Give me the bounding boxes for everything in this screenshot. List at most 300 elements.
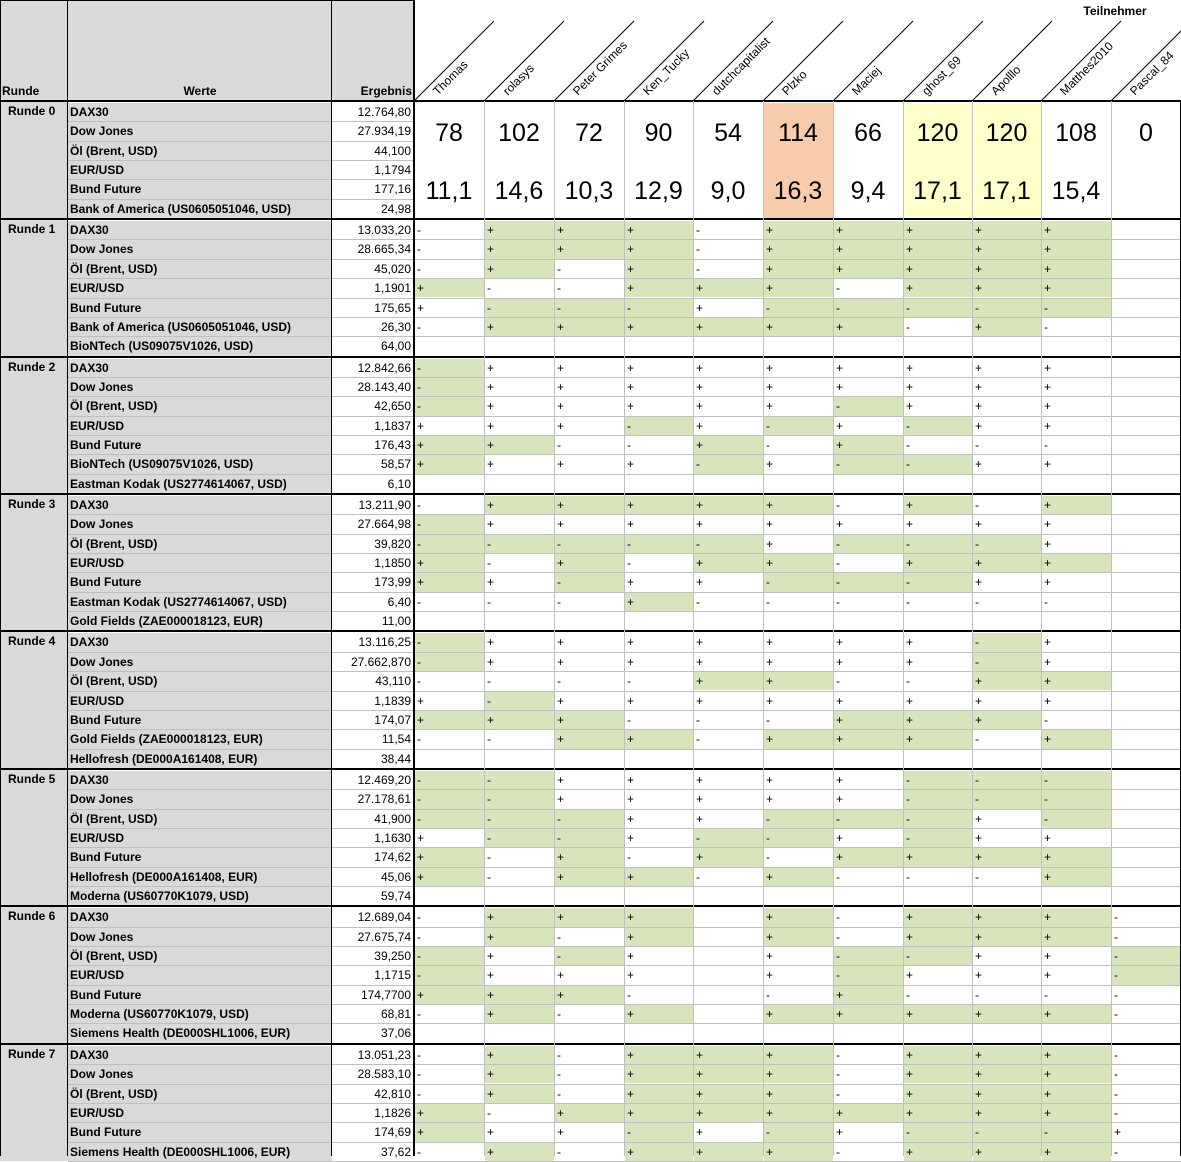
prediction-cell: - [555,573,624,591]
prediction-cell: + [973,1104,1041,1122]
prediction-cell: + [834,318,903,336]
prediction-cell: - [834,947,903,965]
prediction-cell: + [766,360,774,375]
asset-name: Hellofresh (DE000A161408, EUR) [68,750,332,769]
prediction-cell: - [834,966,903,984]
prediction-cell: - [627,712,631,727]
prediction-cell: + [696,300,704,315]
prediction-cell: + [627,399,635,414]
participant-column-border [624,101,625,1156]
prediction-cell: + [417,693,425,708]
prediction-cell: + [973,1085,1041,1103]
prediction-cell: - [417,1144,421,1159]
participant-column-border [484,101,485,1156]
prediction-cell: + [487,457,495,472]
prediction-cell: - [555,299,624,317]
prediction-cell: - [1114,1144,1118,1159]
prediction-cell: + [973,711,1041,729]
prediction-cell: + [1114,1125,1122,1140]
prediction-cell: + [904,240,972,258]
prediction-cell: - [766,594,770,609]
prediction-cell: - [696,732,700,747]
asset-value: 38,44 [380,751,411,766]
prediction-cell: + [834,240,903,258]
prediction-cell: - [415,378,484,396]
prediction-cell: - [415,790,484,808]
prediction-cell [1112,868,1181,886]
prediction-cell [1112,790,1181,808]
prediction-cell: - [975,498,979,512]
prediction-cell: - [836,594,840,609]
asset-value: 174,69 [374,1125,411,1140]
asset-value: 45,020 [374,261,411,276]
asset-name: Bank of America (US0605051046, USD) [68,200,332,219]
round-label: Runde 7 [0,1045,68,1161]
prediction-cell: + [1042,1085,1111,1103]
prediction-cell: + [1042,848,1111,866]
round-separator [0,768,1181,770]
prediction-cell: - [487,869,491,884]
asset-value: 24,98 [380,201,411,216]
prediction-cell: + [696,654,704,669]
prediction-cell: + [696,693,704,708]
round0-points: 72 [554,103,624,161]
round-separator [0,493,1181,495]
participant-divider-line [693,21,773,101]
prediction-cell: + [696,1125,704,1140]
asset-name: Dow Jones [68,378,332,397]
prediction-cell: - [485,535,554,553]
prediction-cell: - [417,594,421,609]
participant-column-border [833,101,834,1156]
prediction-cell: - [417,910,421,925]
asset-value: 11,00 [381,614,411,629]
prediction-cell [1112,848,1181,866]
prediction-cell: + [973,279,1041,297]
asset-value: 12.469,20 [357,772,411,787]
asset-name: Öl (Brent, USD) [68,672,332,691]
prediction-cell: - [557,437,561,452]
asset-value: 39,820 [374,536,411,551]
asset-value: 68,81 [380,1007,411,1022]
prediction-cell: + [836,693,844,708]
prediction-cell: + [485,318,554,336]
prediction-cell: - [836,910,840,925]
prediction-cell: - [834,810,903,828]
prediction-cell: + [1042,868,1111,886]
prediction-cell: - [625,299,693,317]
prediction-cell: - [906,869,910,884]
prediction-cell: + [766,792,774,807]
prediction-cell: + [1042,240,1111,258]
asset-value: 13.116,25 [358,635,411,650]
prediction-cell: + [557,517,565,532]
prediction-cell: + [906,360,914,375]
prediction-cell: + [904,1104,972,1122]
prediction-cell: - [1114,1067,1118,1082]
prediction-cell [1112,633,1181,651]
prediction-cell: - [834,573,903,591]
asset-name: Bund Future [68,986,332,1005]
asset-name: EUR/USD [68,417,332,436]
asset-name: Dow Jones [68,790,332,809]
asset-name: Bund Future [68,180,332,199]
prediction-cell: - [487,556,491,571]
prediction-cell: + [485,496,554,514]
asset-name: Öl (Brent, USD) [68,1085,332,1104]
row-gridline [68,141,414,142]
prediction-cell: + [975,811,983,826]
prediction-cell: - [487,850,491,865]
asset-name: Öl (Brent, USD) [68,535,332,554]
prediction-cell: - [836,869,840,884]
prediction-cell: - [764,299,833,317]
prediction-cell: - [485,790,554,808]
prediction-cell [1112,593,1181,611]
prediction-cell: - [696,223,700,238]
prediction-cell: + [836,654,844,669]
prediction-cell: + [487,360,495,375]
prediction-cell: - [1042,790,1111,808]
prediction-cell: + [694,672,763,690]
prediction-cell: + [627,949,635,964]
prediction-cell: + [415,986,484,1004]
prediction-cell: + [834,260,903,278]
prediction-cell: + [1042,496,1111,514]
prediction-cell: + [557,399,565,414]
prediction-cell: - [1114,929,1118,944]
round-separator [0,1043,1181,1045]
prediction-cell: + [625,868,693,886]
prediction-cell: + [1044,968,1052,983]
prediction-cell: + [555,496,624,514]
prediction-cell [694,1005,763,1023]
prediction-cell: + [485,928,554,946]
prediction-cell: + [555,730,624,748]
asset-name: DAX30 [68,633,332,652]
prediction-cell: + [766,399,774,414]
asset-value: 174,62 [374,850,411,865]
participant-divider-line [624,21,704,101]
prediction-cell: - [557,261,561,276]
prediction-cell: + [415,573,484,591]
asset-name: DAX30 [68,359,332,378]
prediction-cell: + [764,672,833,690]
prediction-cell: + [1042,1005,1111,1023]
prediction-cell: + [1042,672,1111,690]
prediction-cell: + [694,1046,763,1064]
prediction-cell: - [1044,987,1048,1002]
prediction-cell: - [1044,437,1048,452]
participant-divider-line [833,21,913,101]
prediction-cell: + [555,318,624,336]
prediction-cell: + [975,949,983,964]
prediction-cell: + [1044,654,1052,669]
prediction-cell: + [415,1104,484,1122]
prediction-cell: + [557,379,565,394]
prediction-cell: + [485,711,554,729]
prediction-cell: + [1042,1065,1111,1083]
prediction-cell: + [417,830,425,845]
prediction-cell: + [766,379,774,394]
prediction-cell: + [1044,379,1052,394]
asset-name: BioNTech (US09075V1026, USD) [68,455,332,474]
asset-name: Moderna (US60770K1079, USD) [68,1005,332,1024]
round0-average: 9,4 [833,161,903,219]
prediction-cell [694,908,763,926]
prediction-cell: + [764,1005,833,1023]
prediction-cell: - [417,1047,421,1062]
prediction-cell: + [973,672,1041,690]
prediction-cell: + [557,635,565,650]
asset-value: 1,1839 [374,693,411,708]
prediction-cell: + [973,260,1041,278]
prediction-cell [1112,299,1181,317]
prediction-cell: - [973,535,1041,553]
prediction-cell: - [904,417,972,435]
prediction-cell: + [973,1143,1041,1161]
prediction-cell: + [764,1065,833,1083]
asset-name: Bund Future [68,299,332,318]
asset-value: 27.675,74 [357,929,411,944]
prediction-cell: + [625,593,693,611]
prediction-cell [1112,692,1181,710]
prediction-cell: + [625,1046,693,1064]
prediction-cell: + [485,986,554,1004]
header-teilnehmer-label: Teilnehmer [1083,4,1147,18]
prediction-cell: + [766,693,774,708]
prediction-cell: + [485,221,554,239]
prediction-cell: - [555,947,624,965]
round0-average [1111,161,1181,219]
prediction-cell: + [627,517,635,532]
prediction-cell: + [904,1005,972,1023]
prediction-cell: - [1114,1047,1118,1062]
asset-name: Moderna (US60770K1079, USD) [68,887,332,906]
prediction-cell: + [1044,418,1052,433]
prediction-cell: + [904,260,972,278]
prediction-cell: + [836,418,844,433]
row-gridline [68,179,414,180]
prediction-cell: + [625,1065,693,1083]
participant-name-5: Plzko [779,67,810,98]
prediction-cell: - [1112,966,1181,984]
prediction-cell: + [555,1104,624,1122]
prediction-cell: - [694,455,763,473]
prediction-cell: - [836,674,840,689]
prediction-cell: + [694,848,763,866]
prediction-cell: - [696,242,700,257]
prediction-cell: + [973,240,1041,258]
prediction-cell: - [1114,910,1118,925]
prediction-cell: + [906,379,914,394]
prediction-cell: + [834,1104,903,1122]
prediction-cell: + [485,1143,554,1161]
prediction-cell: + [764,240,833,258]
prediction-cell: + [625,496,693,514]
round0-average: 15,4 [1041,161,1111,219]
prediction-cell: + [1042,1104,1111,1122]
prediction-cell: + [487,575,495,590]
prediction-cell: - [557,281,561,296]
prediction-cell: - [904,455,972,473]
prediction-cell: - [1042,1123,1111,1141]
prediction-cell: - [906,674,910,689]
prediction-cell: + [764,730,833,748]
prediction-cell: - [766,987,770,1002]
prediction-cell: + [696,792,704,807]
prediction-cell: + [555,711,624,729]
prediction-cell: + [415,848,484,866]
prediction-cell: + [904,1046,972,1064]
prediction-cell: - [696,261,700,276]
prediction-cell: - [836,281,840,296]
prediction-cell: - [415,535,484,553]
prediction-cell [1112,397,1181,415]
prediction-cell: + [694,318,763,336]
prediction-cell: + [975,418,983,433]
prediction-cell: + [485,240,554,258]
prediction-cell: + [696,811,704,826]
prediction-cell: + [625,221,693,239]
prediction-cell: - [485,299,554,317]
prediction-cell: - [417,732,421,747]
asset-value: 13.051,23 [357,1047,411,1062]
prediction-cell: + [417,300,425,315]
prediction-cell: - [836,498,840,512]
prediction-cell: + [904,1143,972,1161]
prediction-cell: + [694,1065,763,1083]
prediction-cell: - [415,397,484,415]
prediction-cell: - [904,829,972,847]
prediction-cell: - [415,633,484,651]
prediction-cell: + [973,1005,1041,1023]
prediction-cell: - [766,712,770,727]
prediction-cell: - [764,573,833,591]
prediction-cell: + [625,1085,693,1103]
prediction-cell: - [696,712,700,727]
prediction-cell: + [836,360,844,375]
prediction-cell: - [696,594,700,609]
prediction-cell: - [557,1047,561,1062]
prediction-cell: + [696,772,704,787]
prediction-cell: + [904,928,972,946]
prediction-cell: + [555,221,624,239]
asset-value: 27.664,98 [357,517,411,532]
prediction-cell [1112,730,1181,748]
prediction-cell: - [834,299,903,317]
asset-name: Öl (Brent, USD) [68,947,332,966]
prediction-cell: + [1042,260,1111,278]
prediction-cell: + [696,418,704,433]
prediction-cell: - [417,929,421,944]
prediction-cell: + [836,772,844,787]
prediction-cell: + [904,554,972,572]
prediction-cell: + [764,260,833,278]
asset-value: 177,16 [374,182,411,197]
round0-points: 90 [624,103,693,161]
asset-value: 174,7700 [360,987,411,1002]
prediction-cell: - [973,653,1041,671]
prediction-cell: - [557,1086,561,1101]
asset-name: Gold Fields (ZAE000018123, EUR) [68,730,332,749]
prediction-cell: + [1044,536,1052,551]
prediction-cell: + [696,575,704,590]
asset-value: 41,900 [374,811,411,826]
asset-value: 27.178,61 [357,792,411,807]
header-werte-label: Werte [183,84,217,98]
asset-value: 59,74 [380,889,411,903]
prediction-cell: + [834,1005,903,1023]
prediction-cell: - [1044,319,1048,334]
prediction-cell: + [485,1065,554,1083]
prediction-cell: + [485,1085,554,1103]
participant-name-10: Pascal_84 [1127,48,1177,98]
prediction-cell: + [1044,399,1052,414]
prediction-cell [1112,240,1181,258]
prediction-cell: + [415,868,484,886]
prediction-cell: + [415,1123,484,1141]
prediction-cell: + [904,1065,972,1083]
prediction-cell: + [1044,575,1052,590]
row-gridline [68,199,414,200]
prediction-cell: + [904,848,972,866]
prediction-cell [1112,496,1181,514]
prediction-cell: + [555,908,624,926]
round0-average: 11,1 [414,161,484,219]
prediction-cell: - [625,417,693,435]
prediction-cell: + [485,908,554,926]
prediction-cell: + [1042,279,1111,297]
prediction-cell [1112,359,1181,377]
prediction-cell: - [625,1123,693,1141]
prediction-cell [1112,221,1181,239]
prediction-cell [1112,810,1181,828]
asset-value: 12.842,66 [357,360,411,375]
asset-name: Dow Jones [68,515,332,534]
prediction-cell: + [627,792,635,807]
prediction-cell: + [973,848,1041,866]
prediction-cell: - [836,1067,840,1082]
prediction-cell: + [487,517,495,532]
prediction-cell [1112,711,1181,729]
prediction-cell: - [1042,810,1111,828]
prediction-cell: + [485,260,554,278]
prediction-cell: + [973,221,1041,239]
prediction-cell: + [487,635,495,650]
prediction-cell: + [906,693,914,708]
asset-value: 12.764,80 [357,105,411,119]
prediction-cell: - [906,987,910,1002]
asset-value: 1,1715 [374,968,411,983]
prediction-cell: + [625,240,693,258]
header-runde-label: Runde [2,84,40,98]
prediction-cell: - [417,319,421,334]
prediction-cell: + [836,379,844,394]
prediction-cell: - [487,732,491,747]
prediction-cell: - [836,929,840,944]
prediction-cell: + [904,711,972,729]
prediction-cell: + [627,379,635,394]
asset-value: 64,00 [380,339,411,354]
prediction-cell: + [975,379,983,394]
asset-name: Dow Jones [68,928,332,947]
asset-name: Dow Jones [68,1065,332,1084]
prediction-cell: + [906,654,914,669]
round0-average: 10,3 [554,161,624,219]
prediction-cell: + [906,517,914,532]
prediction-cell: + [694,1143,763,1161]
